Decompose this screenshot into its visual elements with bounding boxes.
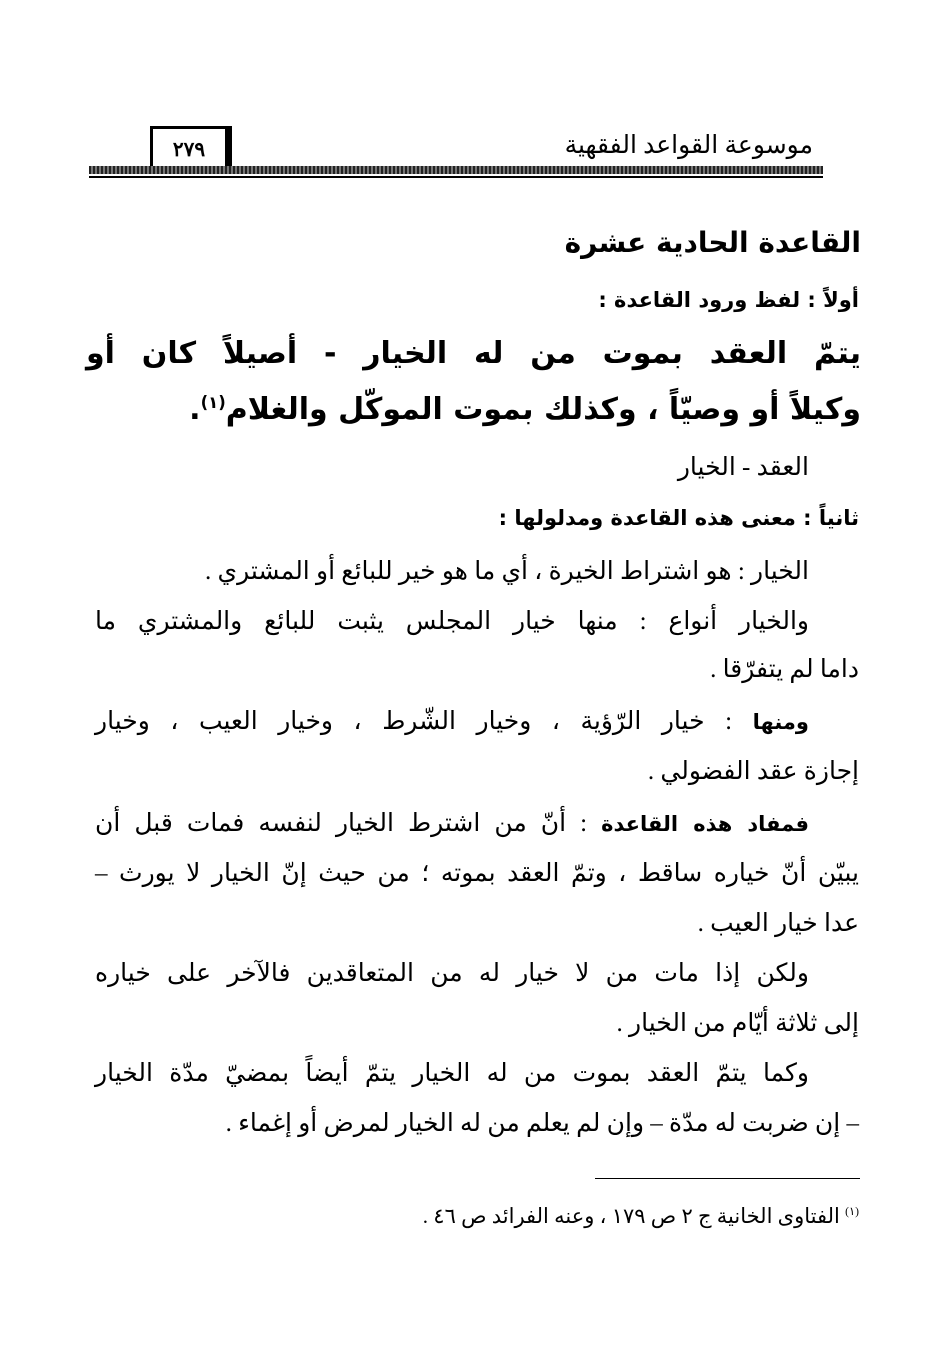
paragraph-3-line1-body: : خيار الرّؤية ، وخيار الشّرط ، وخيار العيب ، وخيار	[95, 708, 733, 735]
rule-text-line2	[189, 392, 861, 427]
footnote-mark: (١)	[845, 1206, 859, 1218]
footnote-ref[interactable]: (١)	[200, 393, 226, 412]
section2-heading: ثانياً : معنى هذه القاعدة ومدلولها :	[498, 506, 859, 530]
paragraph-6-line2: – إن ضربت له مدّة – وإن لم يعلم من له الخيار لمرض أو إغماء .	[225, 1110, 859, 1137]
paragraph-3-lead: ومنها	[752, 710, 809, 734]
rule-text-line2-body: وكيلاً أو وصيّاً ، وكذلك بموت الموكّل والغلام	[225, 392, 861, 427]
header-rule-thin	[89, 176, 823, 178]
paragraph-4-lead: فمفاد هذه القاعدة	[601, 812, 809, 836]
paragraph-3-line2: إجازة عقد الفضولي .	[647, 758, 859, 785]
keywords: العقد - الخيار	[677, 454, 809, 481]
paragraph-5-line1: ولكن إذا مات من لا خيار له من المتعاقدين فالآخر على خياره	[95, 960, 809, 987]
paragraph-5-line2: إلى ثلاثة أيّام من الخيار .	[616, 1010, 859, 1037]
footnote-separator	[595, 1178, 860, 1179]
paragraph-2-line1: والخيار أنواع : منها خيار المجلس يثبت للبائع والمشتري ما	[95, 608, 809, 635]
rule-text-end: .	[189, 392, 201, 427]
paragraph-4-line1	[95, 808, 809, 838]
page-number-box	[150, 126, 232, 170]
paragraph-3-line1	[95, 706, 809, 736]
page-number: ٢٧٩	[172, 139, 206, 161]
rule-title: القاعدة الحادية عشرة	[564, 226, 861, 259]
book-title: موسوعة القواعد الفقهية	[564, 132, 813, 159]
header-rule	[89, 166, 823, 174]
footnote	[423, 1204, 859, 1229]
rule-text-line1: يتمّ العقد بموت من له الخيار - أصيلاً كان أو	[86, 336, 861, 371]
paragraph-4-line1-body: : أنّ من اشترط الخيار لنفسه فمات قبل أن	[95, 810, 588, 837]
paragraph-2-line2: داما لم يتفرّقا .	[710, 656, 859, 683]
paragraph-4-line2: يبيّن أنّ خياره ساقط ، وتمّ العقد بموته ؛ من حيث إنّ الخيار لا يورث –	[95, 860, 860, 887]
paragraph-1: الخيار : هو اشتراط الخيرة ، أي ما هو خير للبائع أو المشتري .	[205, 558, 809, 585]
footnote-text: الفتاوى الخانية ج ٢ ص ١٧٩ ، وعنه الفرائد ص ٤٦ .	[422, 1204, 840, 1228]
paragraph-6-line1: وكما يتمّ العقد بموت من له الخيار يتمّ أيضاً بمضيّ مدّة الخيار	[95, 1060, 809, 1087]
paragraph-4-line3: عدا خيار العيب .	[697, 910, 859, 937]
section1-heading: أولاً : لفظ ورود القاعدة :	[598, 288, 859, 312]
